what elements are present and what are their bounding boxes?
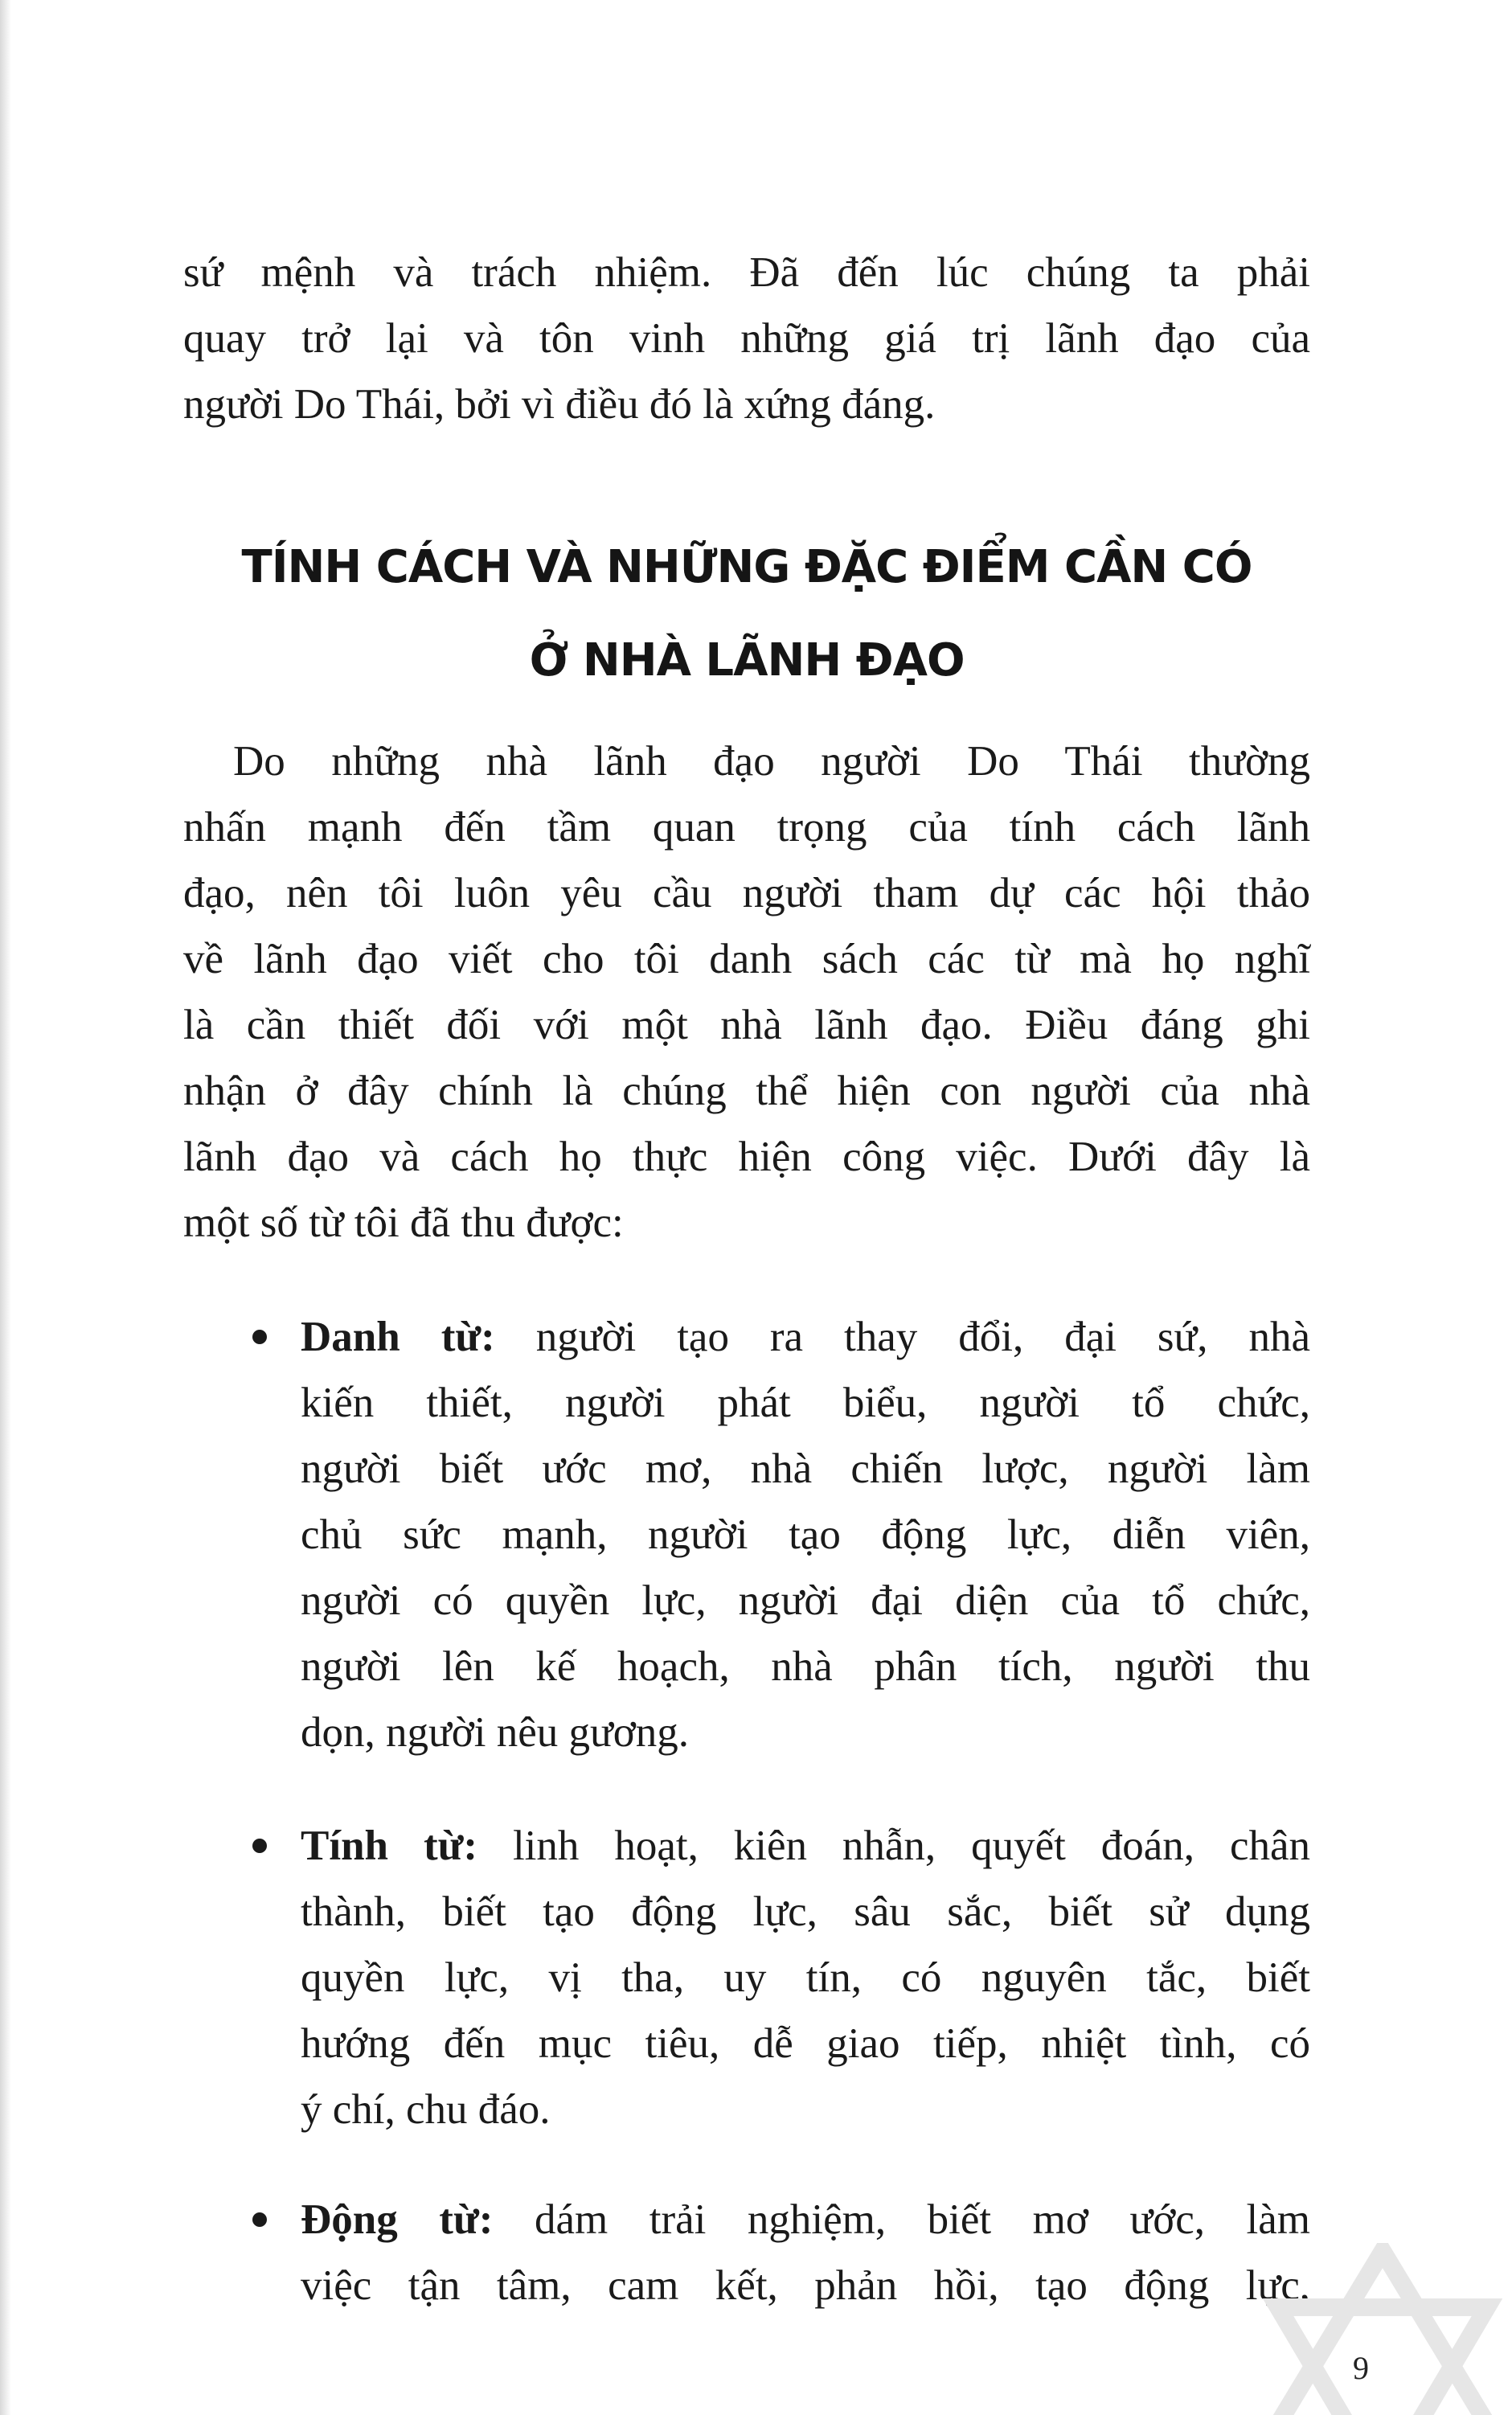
main-line: về lãnh đạo viết cho tôi danh sách các từ mà họ nghĩ — [183, 936, 1310, 982]
bullet-dot-icon — [252, 1330, 267, 1344]
main-line: nhấn mạnh đến tầm quan trọng của tính cách lãnh — [183, 804, 1310, 851]
intro-line: sứ mệnh và trách nhiệm. Đã đến lúc chúng ta phải — [183, 249, 1310, 296]
bullet-dot-icon — [252, 2212, 267, 2227]
bullet-text — [301, 1304, 1310, 1765]
star-of-david-watermark-icon — [1254, 2243, 1511, 2415]
bullet-first-line-rest: linh hoạt, kiên nhẫn, quyết đoán, chân — [477, 1823, 1310, 1869]
main-line: lãnh đạo và cách họ thực hiện công việc. Dưới đây là — [183, 1134, 1310, 1180]
bullet-first-line-rest: người tạo ra thay đổi, đại sứ, nhà — [494, 1314, 1310, 1360]
main-line: nhận ở đây chính là chúng thể hiện con người của nhà — [183, 1068, 1310, 1114]
bullet-line: dọn, người nêu gương. — [301, 1709, 690, 1756]
page-edge-shadow — [0, 0, 11, 2415]
bullet-line: hướng đến mục tiêu, dễ giao tiếp, nhiệt tình, có — [301, 2020, 1310, 2067]
bullet-text — [301, 2187, 1310, 2319]
main-line: là cần thiết đối với một nhà lãnh đạo. Điều đáng ghi — [183, 1002, 1310, 1048]
intro-paragraph — [183, 240, 1310, 437]
intro-line: người Do Thái, bởi vì điều đó là xứng đáng. — [183, 381, 936, 428]
section-heading — [183, 521, 1310, 707]
page-number: 9 — [1353, 2350, 1369, 2386]
bullet-line — [301, 1304, 1310, 1370]
bullet-dot-icon — [252, 1839, 267, 1853]
bullet-line: quyền lực, vị tha, uy tín, có nguyên tắc, biết — [301, 1954, 1310, 2001]
main-line: đạo, nên tôi luôn yêu cầu người tham dự các hội thảo — [183, 870, 1310, 916]
main-line: một số từ tôi đã thu được: — [183, 1199, 624, 1246]
bullet-line: chủ sức mạnh, người tạo động lực, diễn viên, — [301, 1511, 1310, 1558]
bullet-line: kiến thiết, người phát biểu, người tổ chức, — [301, 1380, 1310, 1426]
bullet-term: Động từ: — [301, 2196, 494, 2243]
bullet-text — [301, 1813, 1310, 2142]
heading-line: TÍNH CÁCH VÀ NHỮNG ĐẶC ĐIỂM CẦN CÓ — [241, 541, 1252, 593]
intro-line: quay trở lại và tôn vinh những giá trị lãnh đạo của — [183, 315, 1310, 362]
bullet-line — [301, 2187, 1310, 2253]
bullet-term: Danh từ: — [301, 1314, 495, 1360]
main-paragraph — [183, 728, 1310, 1256]
main-line: Do những nhà lãnh đạo người Do Thái thường — [233, 738, 1310, 785]
bullet-line: việc tận tâm, cam kết, phản hồi, tạo động lực, — [301, 2262, 1310, 2309]
bullet-line: người có quyền lực, người đại diện của tổ chức, — [301, 1577, 1310, 1624]
bullet-line: ý chí, chu đáo. — [301, 2086, 551, 2133]
bullet-line — [301, 1813, 1310, 1879]
bullet-line: thành, biết tạo động lực, sâu sắc, biết sử dụng — [301, 1888, 1310, 1935]
bullet-first-line-rest: dám trải nghiệm, biết mơ ước, làm — [493, 2196, 1311, 2243]
bullet-line: người lên kế hoạch, nhà phân tích, người thu — [301, 1643, 1310, 1690]
heading-line: Ở NHÀ LÃNH ĐẠO — [529, 634, 965, 687]
bullet-line: người biết ước mơ, nhà chiến lược, người làm — [301, 1445, 1310, 1492]
bullet-term: Tính từ: — [301, 1823, 478, 1869]
